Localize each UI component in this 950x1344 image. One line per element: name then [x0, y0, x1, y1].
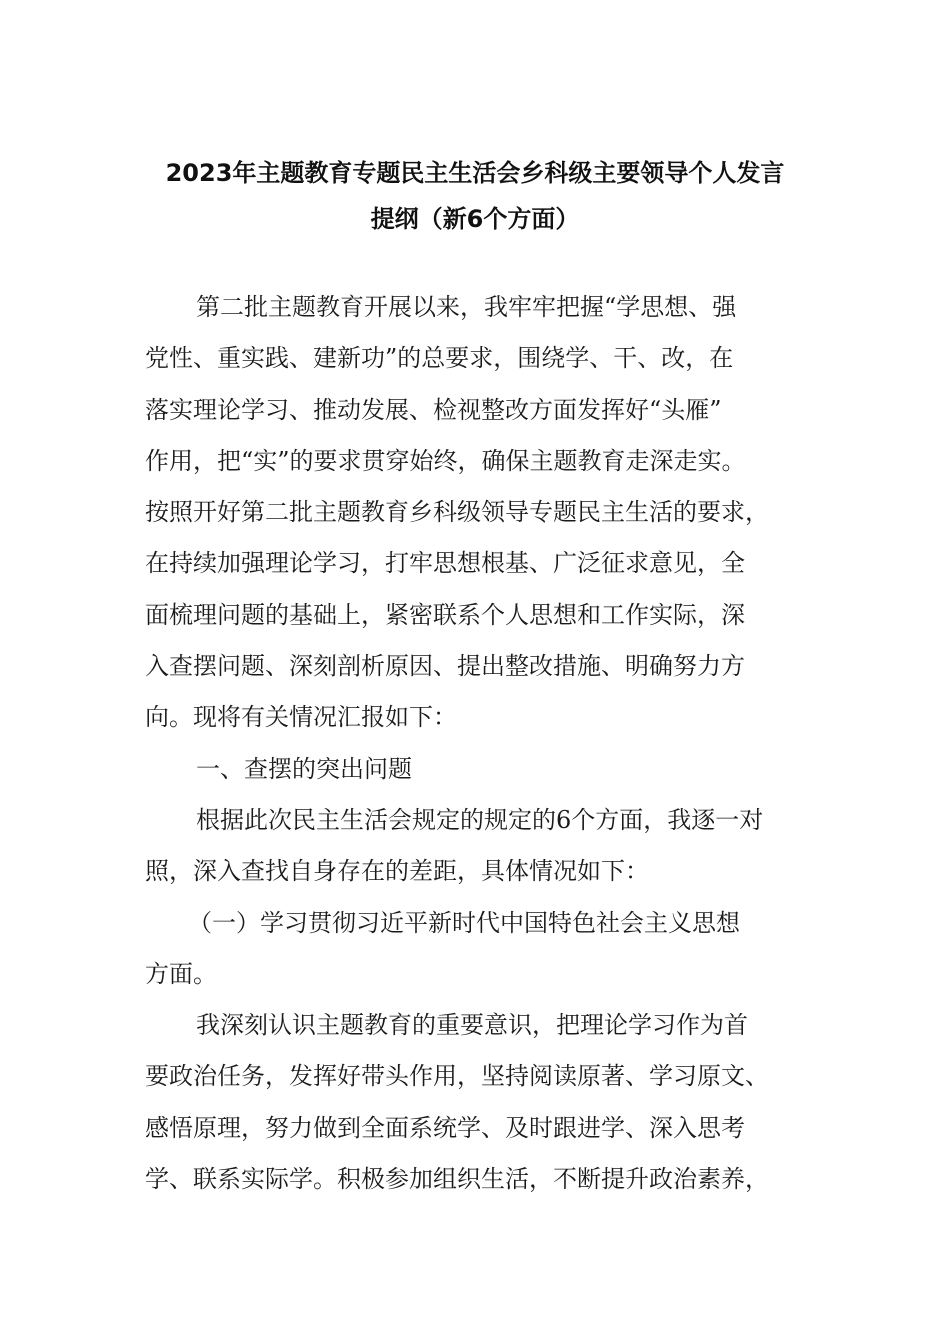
subsection-heading-continued: 方面。 — [145, 959, 217, 988]
document-title — [120, 150, 830, 242]
section-heading: 一、查摆的突出问题 — [196, 754, 412, 783]
paragraph-line: 照，深入查找自身存在的差距，具体情况如下： — [145, 857, 649, 886]
paragraph-intro-line: 在持续加强理论学习，打牢思想根基、广泛征求意见，全 — [145, 549, 745, 578]
paragraph-intro-line: 入查摆问题、深刻剖析原因、提出整改措施、明确努力方 — [145, 652, 745, 681]
paragraph-line: 要政治任务，发挥好带头作用，坚持阅读原著、学习原文、 — [145, 1062, 769, 1091]
title-line-2: 提纲（新6个方面） — [370, 205, 580, 233]
subsection-heading: （一）学习贯彻习近平新时代中国特色社会主义思想 — [188, 908, 740, 937]
paragraph-intro-line: 按照开好第二批主题教育乡科级领导专题民主生活的要求， — [145, 498, 769, 527]
paragraph-intro-line: 向。现将有关情况汇报如下： — [145, 703, 457, 732]
paragraph-intro-line: 作用，把“实”的要求贯穿始终，确保主题教育走深走实。 — [145, 446, 746, 475]
paragraph-line: 我深刻认识主题教育的重要意识，把理论学习作为首 — [196, 1011, 748, 1040]
paragraph-intro-line: 第二批主题教育开展以来，我牢牢把握“学思想、强 — [196, 293, 737, 321]
paragraph-line: 感悟原理，努力做到全面系统学、及时跟进学、深入思考 — [145, 1113, 745, 1142]
paragraph-intro-line: 面梳理问题的基础上，紧密联系个人思想和工作实际，深 — [145, 600, 745, 629]
paragraph-intro-line: 落实理论学习、推动发展、检视整改方面发挥好“头雁” — [145, 395, 722, 424]
paragraph-line: 根据此次民主生活会规定的规定的6个方面，我逐一对 — [196, 805, 764, 834]
paragraph-line: 学、联系实际学。积极参加组织生活，不断提升政治素养， — [145, 1165, 769, 1194]
title-line-1: 2023年主题教育专题民主生活会乡科级主要领导个人发言 — [165, 159, 785, 187]
document-body — [145, 282, 810, 1205]
paragraph-intro-line: 党性、重实践、建新功”的总要求，围绕学、干、改，在 — [145, 344, 734, 373]
